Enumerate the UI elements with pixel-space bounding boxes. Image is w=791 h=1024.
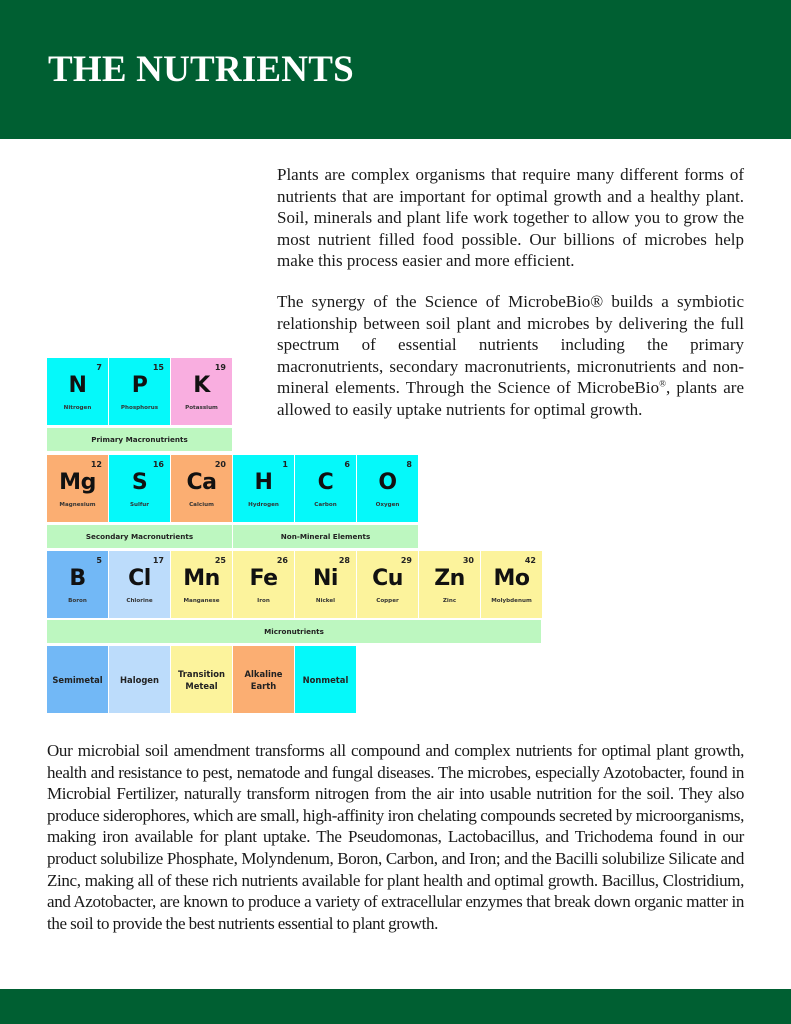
atomic-number: 29 <box>400 556 412 565</box>
group-label-non-mineral-elements: Non-Mineral Elements <box>233 525 418 548</box>
atomic-number: 42 <box>524 556 536 565</box>
element-symbol: Mo <box>493 566 530 591</box>
atomic-number: 17 <box>152 556 164 565</box>
element-name: Hydrogen <box>248 502 279 508</box>
element-name: Copper <box>376 598 399 604</box>
element-cell-iron <box>233 551 294 618</box>
page-header <box>0 0 791 139</box>
page-title: THE NUTRIENTS <box>48 49 354 90</box>
element-cell-hydrogen <box>233 455 294 522</box>
intro-paragraph-2-text-b: , plants are allowed to easily uptake nutrients for optimal growth. <box>277 378 745 419</box>
element-cell-zinc <box>419 551 480 618</box>
element-symbol: C <box>317 470 334 495</box>
atomic-number: 20 <box>214 460 226 469</box>
element-cell-magnesium <box>47 455 108 522</box>
atomic-number: 25 <box>214 556 226 565</box>
element-symbol: K <box>193 373 210 398</box>
element-cell-nitrogen <box>47 358 108 425</box>
element-symbol: Mg <box>59 470 96 495</box>
body-paragraph: Our microbial soil amendment transforms all compound and complex nutrients for optimal plant growth, health and resistance to pest, nematode and fungal diseases. The microbes, especially Azotobacter, found in Microbial Fertilizer, naturally transform nitrogen from the air into usable nutrition for the soil. They also produce siderophores, which are small, high-affinity iron chelating compounds secreted by microorganisms, making iron available for plant uptake. The Pseudomonas, Lactobacillus, and Trichodema found in our product solubilize Phosphate, Molyndenum, Boron, Carbon, and Iron; and the Bacilli solubilize Silicate and Zinc, making all of these rich nutrients available for plant health and optimal growth. Bacillus, Clostridium, and Azotobacter, are known to produce a variety of extracellular enzymes that break down organic matter in the soil to provide the best nutrients essential to plant growth. <box>47 741 744 933</box>
element-symbol: Cu <box>372 566 403 591</box>
element-name: Potassium <box>185 405 218 411</box>
atomic-number: 26 <box>276 556 288 565</box>
atomic-number: 7 <box>96 363 102 372</box>
registered-mark: ® <box>659 378 666 389</box>
element-name: Nickel <box>315 598 336 604</box>
element-cell-potassium <box>171 358 232 425</box>
element-cell-nickel <box>295 551 356 618</box>
atomic-number: 1 <box>282 460 288 469</box>
legend-transition-metal: Transition Meteal <box>171 646 232 713</box>
element-cell-chlorine <box>109 551 170 618</box>
group-label-micronutrients: Micronutrients <box>47 620 541 643</box>
legend-halogen: Halogen <box>109 646 170 713</box>
group-label-secondary-macronutrients: Secondary Macronutrients <box>47 525 232 548</box>
element-cell-boron <box>47 551 108 618</box>
element-symbol: Zn <box>434 566 465 591</box>
element-symbol: Mn <box>183 566 220 591</box>
page-footer <box>0 989 791 1024</box>
element-symbol: O <box>378 470 397 495</box>
intro-paragraph-1: Plants are complex organisms that require many different forms of nutrients that are important for optimal growth and a healthy plant. Soil, minerals and plant life work together to allow you to grow the most nutrient filled food possible. Our billions of microbes help make this process easier and more efficient. <box>277 165 744 271</box>
element-cell-copper <box>357 551 418 618</box>
element-symbol: Fe <box>249 566 278 591</box>
element-cell-manganese <box>171 551 232 618</box>
element-name: Molybdenum <box>491 598 532 604</box>
element-name: Chlorine <box>126 598 153 604</box>
element-cell-calcium <box>171 455 232 522</box>
atomic-number: 28 <box>338 556 350 565</box>
atomic-number: 19 <box>214 363 226 372</box>
element-name: Magnesium <box>59 502 96 508</box>
element-name: Boron <box>68 598 87 604</box>
element-symbol: P <box>131 373 148 398</box>
atomic-number: 5 <box>96 556 102 565</box>
legend-nonmetal: Nonmetal <box>295 646 356 713</box>
element-symbol: B <box>69 566 86 591</box>
element-name: Sulfur <box>129 502 150 508</box>
element-name: Nitrogen <box>63 405 92 411</box>
atomic-number: 6 <box>344 460 350 469</box>
element-symbol: Cl <box>128 566 151 591</box>
atomic-number: 16 <box>152 460 164 469</box>
element-name: Calcium <box>189 502 214 508</box>
element-cell-sulfur <box>109 455 170 522</box>
element-cell-molybdenum <box>481 551 542 618</box>
atomic-number: 15 <box>152 363 164 372</box>
element-symbol: N <box>68 373 87 398</box>
element-cell-phosphorus <box>109 358 170 425</box>
element-cell-oxygen <box>357 455 418 522</box>
element-symbol: S <box>131 470 148 495</box>
element-name: Zinc <box>442 598 457 604</box>
element-symbol: Ca <box>186 470 217 495</box>
group-label-primary-macronutrients: Primary Macronutrients <box>47 428 232 451</box>
element-symbol: H <box>254 470 273 495</box>
element-name: Manganese <box>183 598 220 604</box>
element-symbol: Ni <box>313 566 338 591</box>
element-name: Phosphorus <box>120 405 159 411</box>
element-cell-carbon <box>295 455 356 522</box>
legend-semimetal: Semimetal <box>47 646 108 713</box>
atomic-number: 12 <box>90 460 102 469</box>
intro-paragraph-2-text-a: The synergy of the Science of MicrobeBio® builds a symbiotic relationship between soil plant and microbes by delivering the full spectrum of essential nutrients including the primary macronutrients, secondary macronutrients, micronutrients and non-mineral elements. Through the Science of MicrobeBio <box>277 292 744 398</box>
element-name: Carbon <box>314 502 337 508</box>
atomic-number: 30 <box>462 556 474 565</box>
element-name: Oxygen <box>375 502 400 508</box>
atomic-number: 8 <box>406 460 412 469</box>
element-name: Iron <box>257 598 270 604</box>
periodic-table-figure <box>47 358 541 714</box>
legend-alkaline-earth: Alkaline Earth <box>233 646 294 713</box>
